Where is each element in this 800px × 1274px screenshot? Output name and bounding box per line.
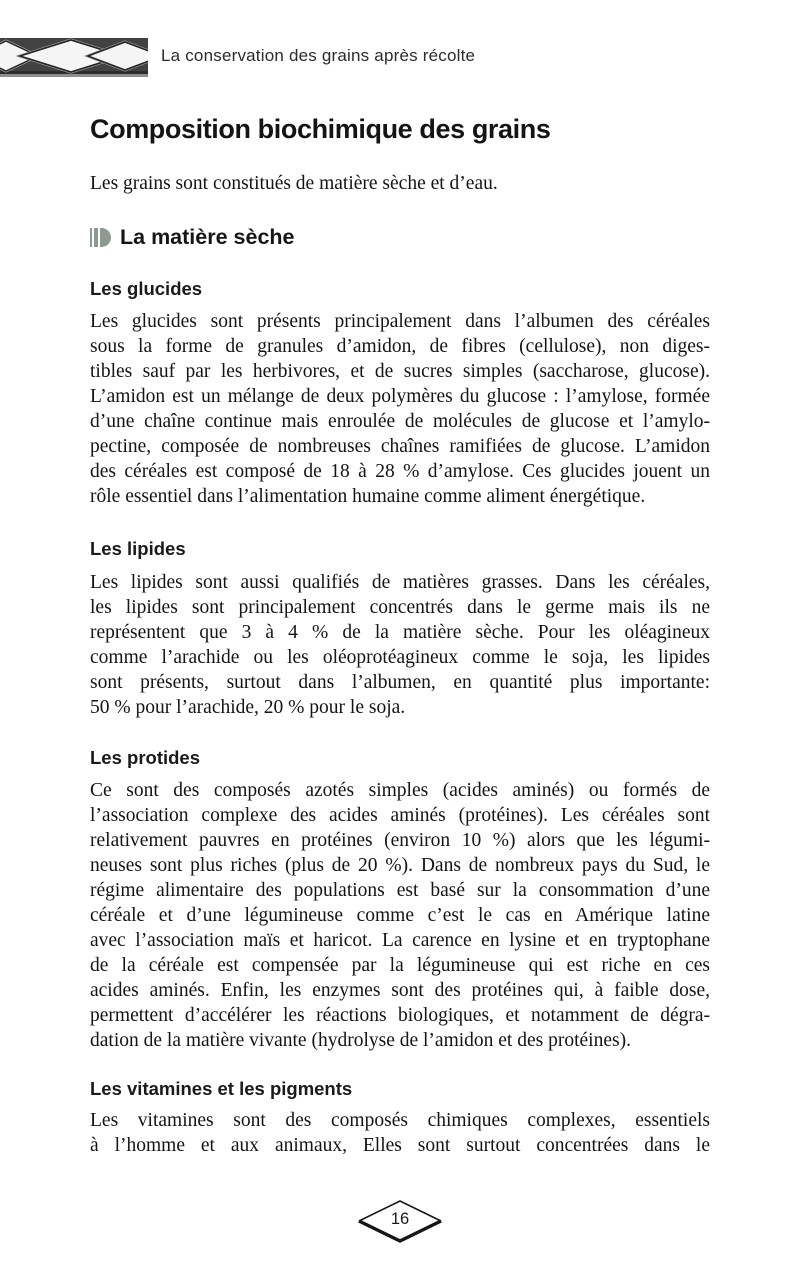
band-shadow: [0, 74, 148, 77]
paragraph-glucides: [90, 309, 710, 509]
paragraph-line: relativement pauvres en protéines (environ 10 %) alors que les légumi-: [90, 830, 710, 851]
paragraph-line: sous la forme de granules d’amidon, de fibres (cellulose), non diges-: [90, 336, 710, 357]
section-heading-row: [90, 224, 710, 251]
paragraph-line: neuses sont plus riches (plus de 20 %). Dans de nombreux pays du Sud, le: [90, 855, 710, 876]
paragraph-protides: [90, 778, 710, 1053]
paragraph-line: L’amidon est un mélange de deux polymères du glucose : l’amylose, formée: [90, 386, 710, 407]
page-title: Composition biochimique des grains: [90, 114, 551, 144]
subsection-heading-vitamines: Les vitamines et les pigments: [90, 1078, 353, 1099]
header-ornament: [0, 38, 148, 77]
paragraph-line: à l’homme et aux animaux, Elles sont surtout concentrées dans le: [90, 1135, 710, 1156]
paragraph-lipides: [90, 570, 710, 720]
paragraph-line: d’une chaîne continue mais enroulée de molécules de glucose et l’amylo-: [90, 411, 710, 432]
paragraph-line: Ce sont des composés azotés simples (acides aminés) ou formés de: [90, 780, 710, 801]
paragraph-line: Les glucides sont présents principalement dans l’albumen des céréales: [90, 311, 710, 332]
paragraph-line: les lipides sont principalement concentrés dans le germe mais ils ne: [90, 597, 710, 618]
striped-bullet-icon: [90, 228, 111, 247]
paragraph-line: 50 % pour l’arachide, 20 % pour le soja.: [90, 697, 406, 718]
paragraph-line: tibles sauf par les herbivores, et de sucres simples (saccharose, glucose).: [90, 361, 710, 382]
paragraph-line: de la céréale est compensée par la légumineuse qui est riche en ces: [90, 955, 710, 976]
paragraph-line: avec l’association maïs et haricot. La carence en lysine et en tryptophane: [90, 930, 710, 951]
paragraph-line: des céréales est composé de 18 à 28 % d’amylose. Ces glucides jouent un: [90, 461, 710, 482]
subsection-heading-lipides: Les lipides: [90, 538, 186, 559]
paragraph-line: acides aminés. Enfin, les enzymes sont des protéines qui, à faible dose,: [90, 980, 710, 1001]
paragraph-line: sont présents, surtout dans l’albumen, en quantité plus importante:: [90, 672, 710, 693]
paragraph-line: dation de la matière vivante (hydrolyse de l’amidon et des protéines).: [90, 1030, 631, 1051]
paragraph-line: pectine, composée de nombreuses chaînes ramifiées de glucose. L’amidon: [90, 436, 710, 457]
section-heading: La matière sèche: [120, 225, 295, 249]
subsection-heading-protides: Les protides: [90, 747, 200, 768]
subsection-heading-glucides: Les glucides: [90, 278, 203, 299]
paragraph-line: régime alimentaire des populations est basé sur la consommation d’une: [90, 880, 710, 901]
paragraph-line: comme l’arachide ou les oléoprotéagineux comme le soja, les lipides: [90, 647, 710, 668]
diamonds-ornament-icon: [0, 38, 148, 74]
paragraph-line: Les vitamines sont des composés chimiques complexes, essentiels: [90, 1110, 710, 1131]
paragraph-line: céréale et d’une légumineuse comme c’est le cas en Amérique latine: [90, 905, 710, 926]
paragraph-line: représentent que 3 à 4 % de la matière sèche. Pour les oléagineux: [90, 622, 710, 643]
paragraph-vitamines: [90, 1108, 710, 1158]
paragraph-line: Les lipides sont aussi qualifiés de matières grasses. Dans les céréales,: [90, 572, 710, 593]
paragraph-line: l’association complexe des acides aminés (protéines). Les céréales sont: [90, 805, 710, 826]
paragraph-line: permettent d’accélérer les réactions biologiques, et notamment de dégra-: [90, 1005, 710, 1026]
paragraph-line: rôle essentiel dans l’alimentation humaine comme aliment énergétique.: [90, 486, 646, 507]
running-head-title: La conservation des grains après récolte: [161, 46, 476, 65]
intro-text: Les grains sont constitués de matière sèche et d’eau.: [90, 173, 498, 194]
page-number-container: [356, 1198, 444, 1244]
page-number: 16: [390, 1210, 410, 1228]
